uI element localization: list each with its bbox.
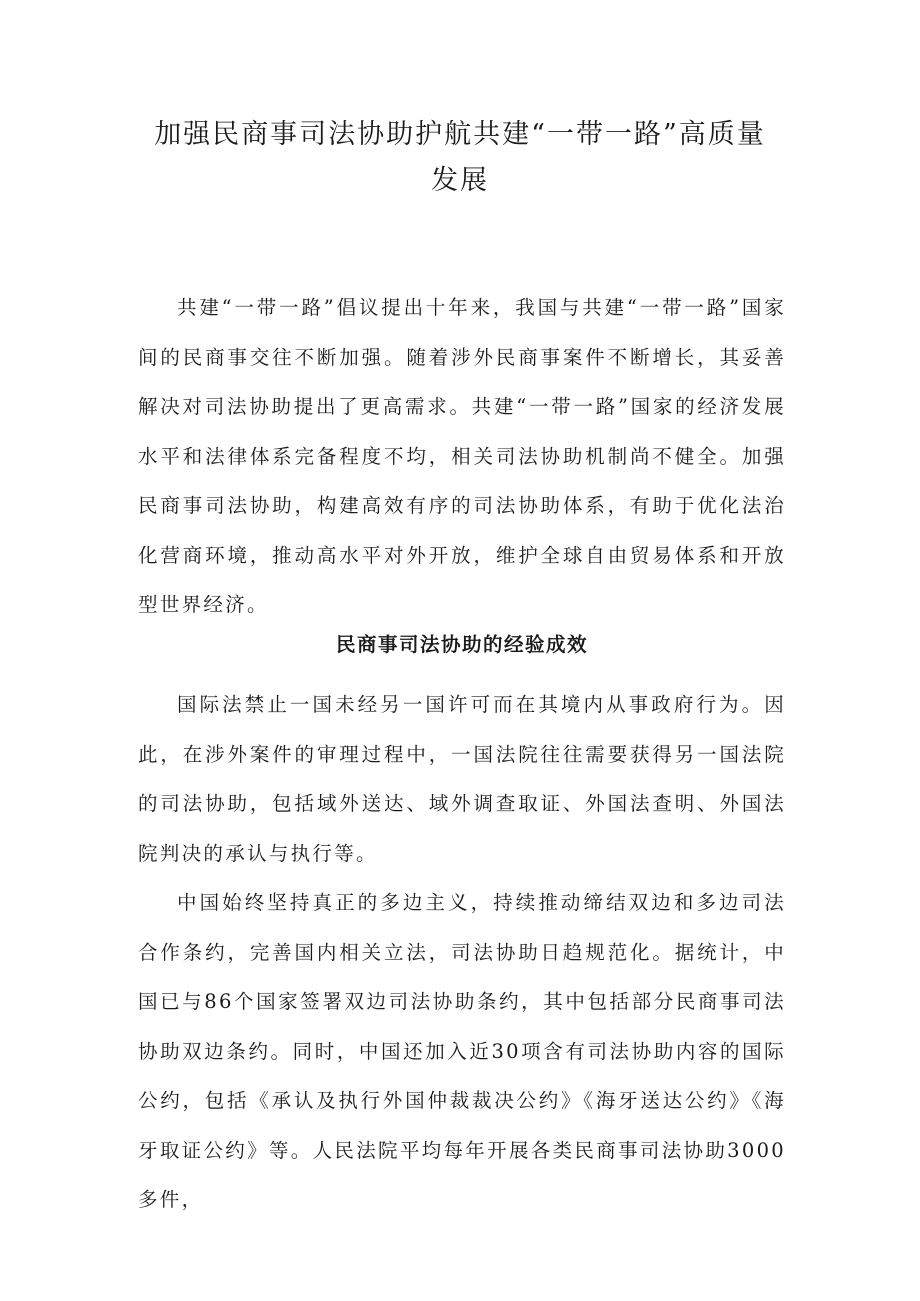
body-paragraph-1: 国际法禁止一国未经另一国许可而在其境内从事政府行为。因此，在涉外案件的审理过程中，一国法院往往需要获得另一国法院的司法协助，包括域外送达、域外调查取证、外国法查明、外国法院判决的承认与执行等。 — [138, 693, 786, 865]
section-heading: 民商事司法协助的经验成效 — [335, 633, 588, 656]
intro-paragraph: 共建“一带一路”倡议提出十年来，我国与共建“一带一路”国家间的民商事交往不断加强。随着涉外民商事案件不断增长，其妥善解决对司法协助提出了更高需求。共建“一带一路”国家的经济发展水平和法律体系完备程度不均，相关司法协助机制尚不健全。加强民商事司法协助，构建高效有序的司法协助体系，有助于优化法治化营商环境，推动高水平对外开放，维护全球自由贸易体系和开放型世界经济。 — [138, 296, 786, 616]
body-paragraph-2: 中国始终坚持真正的多边主义，持续推动缔结双边和多边司法合作条约，完善国内相关立法，司法协助日趋规范化。据统计，中国已与86个国家签署双边司法协助条约，其中包括部分民商事司法协助双边条约。同时，中国还加入近30项含有司法协助内容的国际公约，包括《承认及执行外国仲裁裁决公约》《海牙送达公约》《海牙取证公约》等。人民法院平均每年开展各类民商事司法协助3000多件， — [138, 891, 786, 1211]
document-title: 加强民商事司法协助护航共建“一带一路”高质量发展 — [154, 119, 766, 196]
